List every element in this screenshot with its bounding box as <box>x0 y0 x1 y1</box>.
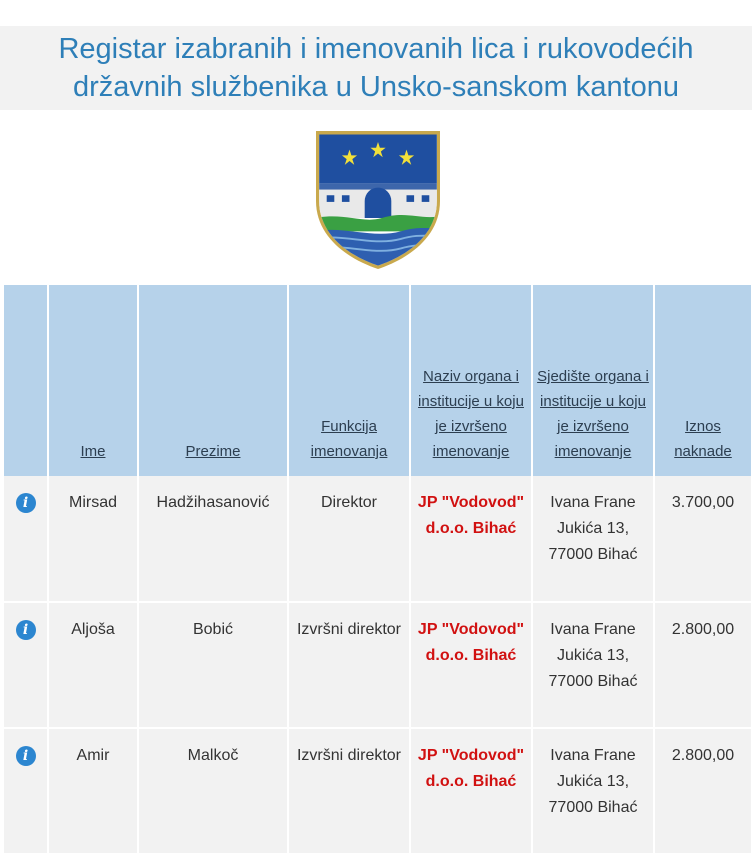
header-ime[interactable] <box>48 285 138 476</box>
cell-sjediste: Ivana Frane Jukića 13, 77000 Bihać <box>532 728 654 854</box>
info-cell <box>4 602 48 728</box>
info-icon[interactable]: i <box>16 746 36 766</box>
header-funkcija[interactable] <box>288 285 410 476</box>
info-icon[interactable]: i <box>16 493 36 513</box>
cell-iznos: 3.700,00 <box>654 476 752 602</box>
info-cell <box>4 728 48 854</box>
cell-funkcija: Izvršni direktor <box>288 602 410 728</box>
header-sjediste[interactable] <box>532 285 654 476</box>
page-title <box>0 30 752 106</box>
cell-funkcija: Izvršni direktor <box>288 728 410 854</box>
cell-ime: Aljoša <box>48 602 138 728</box>
page-title-line-2: državnih službenika u Unsko-sanskom kantonu <box>72 71 680 103</box>
cell-ime: Amir <box>48 728 138 854</box>
registry-table <box>4 285 752 855</box>
header-prezime[interactable] <box>138 285 288 476</box>
sort-link-naziv[interactable]: Naziv organa i institucije u koju je izvršeno imenovanje <box>418 368 524 460</box>
cell-prezime: Malkoč <box>138 728 288 854</box>
cell-sjediste: Ivana Frane Jukića 13, 77000 Bihać <box>532 602 654 728</box>
header-naziv[interactable] <box>410 285 532 476</box>
cell-funkcija: Direktor <box>288 476 410 602</box>
table-row <box>4 728 752 854</box>
table-row <box>4 476 752 602</box>
cell-sjediste: Ivana Frane Jukića 13, 77000 Bihać <box>532 476 654 602</box>
cell-naziv: JP "Vodovod" d.o.o. Bihać <box>410 476 532 602</box>
header-iznos[interactable] <box>654 285 752 476</box>
info-cell <box>4 476 48 602</box>
header-icon-column <box>4 285 48 476</box>
cell-ime: Mirsad <box>48 476 138 602</box>
cell-iznos: 2.800,00 <box>654 602 752 728</box>
cell-prezime: Bobić <box>138 602 288 728</box>
table-row <box>4 602 752 728</box>
sort-link-prezime[interactable]: Prezime <box>185 443 241 460</box>
cell-naziv: JP "Vodovod" d.o.o. Bihać <box>410 602 532 728</box>
table-header-row <box>4 285 752 476</box>
sort-link-ime[interactable]: Ime <box>80 443 106 460</box>
cell-iznos: 2.800,00 <box>654 728 752 854</box>
sort-link-sjediste[interactable]: Sjedište organa i institucije u koju je izvršeno imenovanje <box>537 368 649 460</box>
canton-coat-of-arms-icon <box>312 129 444 271</box>
page-title-line-1: Registar izabranih i imenovanih lica i rukovodećih <box>58 33 694 65</box>
sort-link-iznos[interactable]: Iznos naknade <box>674 418 732 460</box>
info-icon[interactable]: i <box>16 620 36 640</box>
cell-prezime: Hadžihasanović <box>138 476 288 602</box>
cell-naziv: JP "Vodovod" d.o.o. Bihać <box>410 728 532 854</box>
sort-link-funkcija[interactable]: Funkcija imenovanja <box>310 418 388 460</box>
